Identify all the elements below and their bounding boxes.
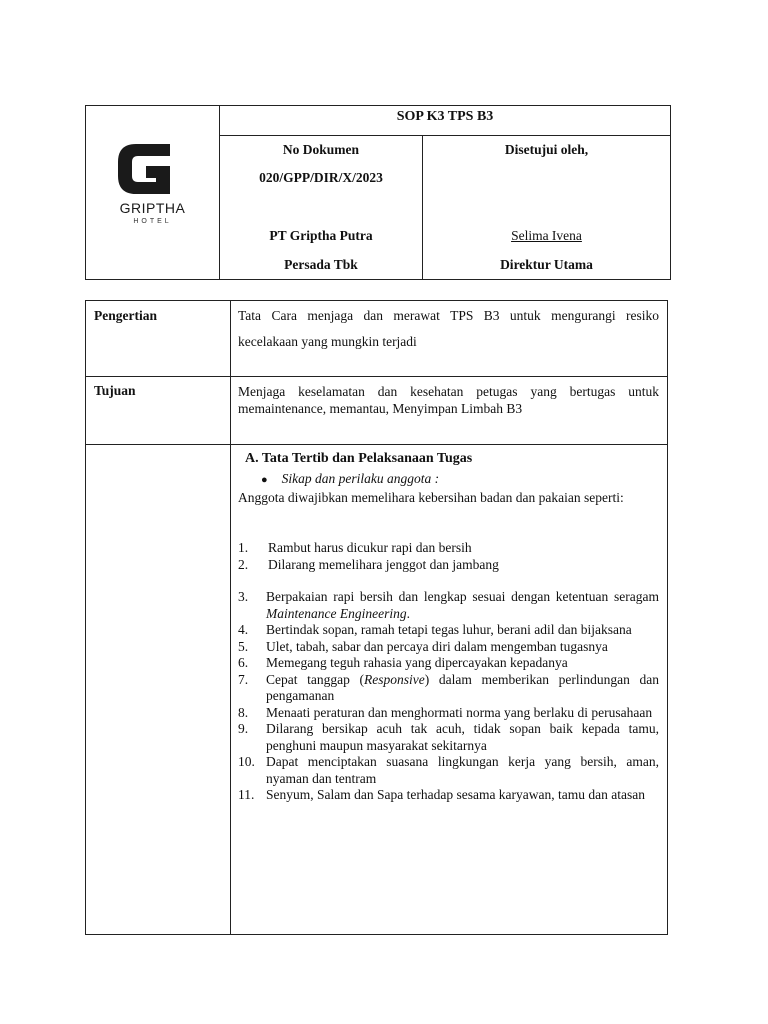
sop-content-table xyxy=(85,300,668,935)
approver-title: Direktur Utama xyxy=(500,257,593,272)
document-info-column xyxy=(220,136,423,279)
tujuan-text: Menjaga keselamatan dan kesehatan petugas yang bertugas untuk memaintenance, memantau, Menyimpan Limbah B3 xyxy=(238,384,659,416)
pengertian-text-line2: kecelakaan yang mungkin terjadi xyxy=(238,334,417,349)
list-item: 3. Berpakaian rapi bersih dan lengkap sesuai dengan ketentuan seragam Maintenance Engineering. xyxy=(238,589,659,621)
doc-number-label: No Dokumen xyxy=(282,142,360,157)
rules-list xyxy=(238,540,659,804)
doc-number-value: 020/GPP/DIR/X/2023 xyxy=(259,170,383,185)
list-item: 10. Dapat menciptakan suasana lingkungan kerja yang bersih, aman, nyaman dan tentram xyxy=(238,754,659,786)
row-divider xyxy=(86,444,667,445)
logo-wordmark: GRIPTHA xyxy=(119,200,186,216)
bullet-dot-icon: ● xyxy=(261,474,268,486)
bullet-item xyxy=(261,471,439,487)
pengertian-label: Pengertian xyxy=(94,308,157,323)
intro-paragraph: Anggota diwajibkan memelihara kebersihan badan dan pakaian seperti: xyxy=(238,490,624,505)
document-title: SOP K3 TPS B3 xyxy=(220,106,670,136)
list-spacer xyxy=(238,573,659,589)
griptha-logo-icon xyxy=(114,140,176,198)
header-table xyxy=(85,105,671,280)
list-item: 5. Ulet, tabah, sabar dan percaya diri dalam mengemban tugasnya xyxy=(238,638,608,654)
list-item: 2. Dilarang memelihara jenggot dan jambang xyxy=(238,556,499,572)
tujuan-label: Tujuan xyxy=(94,383,136,398)
list-item: 1. Rambut harus dicukur rapi dan bersih xyxy=(238,540,472,555)
approval-column xyxy=(423,136,670,279)
list-item: 11. Senyum, Salam dan Sapa terhadap sesama karyawan, tamu dan atasan xyxy=(238,787,645,802)
list-item: 7. Cepat tanggap (Responsive) dalam memberikan perlindungan dan pengamanan xyxy=(238,671,659,703)
column-divider xyxy=(230,301,231,934)
approver-name: Selima Ivena xyxy=(511,228,582,243)
logo-cell xyxy=(86,106,220,279)
list-item: 9. Dilarang bersikap acuh tak acuh, tidak sopan baik kepada tamu, penghuni maupun masyarakat sekitarnya xyxy=(238,721,659,753)
bullet-text: Sikap dan perilaku anggota : xyxy=(281,471,440,486)
section-title: A. Tata Tertib dan Pelaksanaan Tugas xyxy=(245,451,473,466)
company-name-line1: PT Griptha Putra xyxy=(269,228,373,243)
approved-by-label: Disetujui oleh, xyxy=(504,142,589,157)
company-name-line2: Persada Tbk xyxy=(284,257,358,272)
list-item: 4. Bertindak sopan, ramah tetapi tegas luhur, berani adil dan bijaksana xyxy=(238,622,632,637)
list-item: 6. Memegang teguh rahasia yang dipercayakan kepadanya xyxy=(238,655,568,670)
list-item: 8. Menaati peraturan dan menghormati norma yang berlaku di perusahaan xyxy=(238,704,653,720)
row-divider xyxy=(86,376,667,377)
pengertian-text-line1: Tata Cara menjaga dan merawat TPS B3 untuk mengurangi resiko xyxy=(238,308,659,323)
logo-subtitle: HOTEL xyxy=(133,218,172,225)
